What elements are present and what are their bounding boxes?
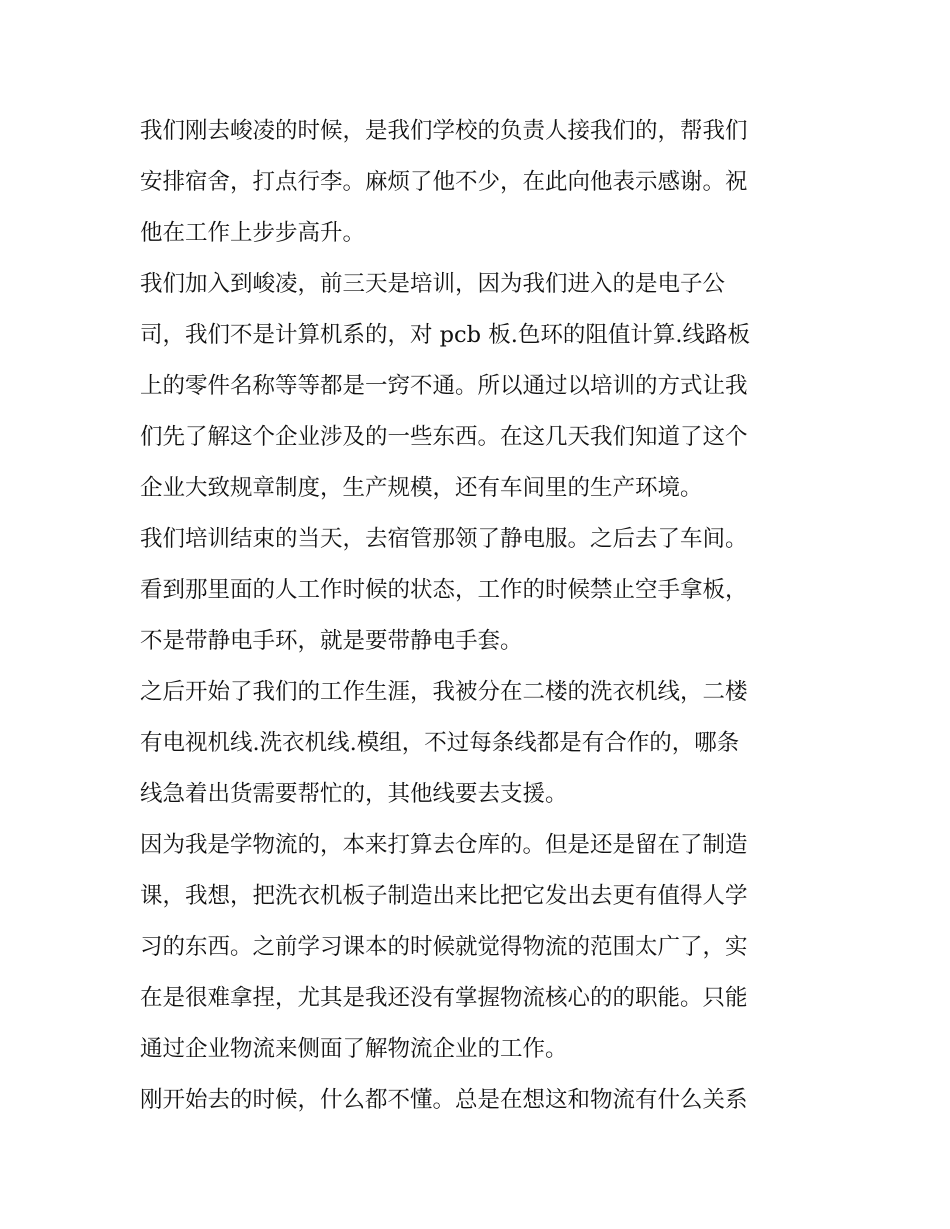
text-line: 我们加入到峻凌，前三天是培训，因为我们进入的是电子公 [140,271,726,297]
text-line: 安排宿舍，打点行李。麻烦了他不少，在此向他表示感谢。祝 [140,169,748,195]
paragraph-1 [140,106,815,259]
text-line: 他在工作上步步高升。 [140,220,366,246]
text-line: 通过企业物流来侧面了解物流企业的工作。 [140,1036,568,1062]
text-line: 之后开始了我们的工作生涯，我被分在二楼的洗衣机线，二楼 [140,679,748,705]
text-line: 看到那里面的人工作时候的状态，工作的时候禁止空手拿板， [140,577,748,603]
text-line: 我们刚去峻凌的时候，是我们学校的负责人接我们的，帮我们 [140,118,748,144]
text-line: 线急着出货需要帮忙的，其他线要去支援。 [140,781,568,807]
text-line: 因为我是学物流的，本来打算去仓库的。但是还是留在了制造 [140,832,748,858]
paragraph-3 [140,514,815,667]
text-line: 不是带静电手环，就是要带静电手套。 [140,628,523,654]
document-body [140,106,815,1126]
text-line: 刚开始去的时候，什么都不懂。总是在想这和物流有什么关系 [140,1087,748,1113]
text-line: 企业大致规章制度，生产规模，还有车间里的生产环境。 [140,475,703,501]
paragraph-6 [140,1075,815,1126]
paragraph-2 [140,259,815,514]
paragraph-4 [140,667,815,820]
text-line: 上的零件名称等等都是一窍不通。所以通过以培训的方式让我 [140,373,748,399]
text-line: 我们培训结束的当天，去宿管那领了静电服。之后去了车间。 [140,526,748,552]
text-line: 在是很难拿捏，尤其是我还没有掌握物流核心的的职能。只能 [140,985,748,1011]
paragraph-5 [140,820,815,1075]
text-line: 有电视机线.洗衣机线.模组，不过每条线都是有合作的，哪条 [140,730,740,756]
text-line: 习的东西。之前学习课本的时候就觉得物流的范围太广了，实 [140,934,748,960]
text-line: 司，我们不是计算机系的，对 pcb 板.色环的阻值计算.线路板 [140,322,751,348]
text-line: 课，我想，把洗衣机板子制造出来比把它发出去更有值得人学 [140,883,748,909]
text-line: 们先了解这个企业涉及的一些东西。在这几天我们知道了这个 [140,424,748,450]
